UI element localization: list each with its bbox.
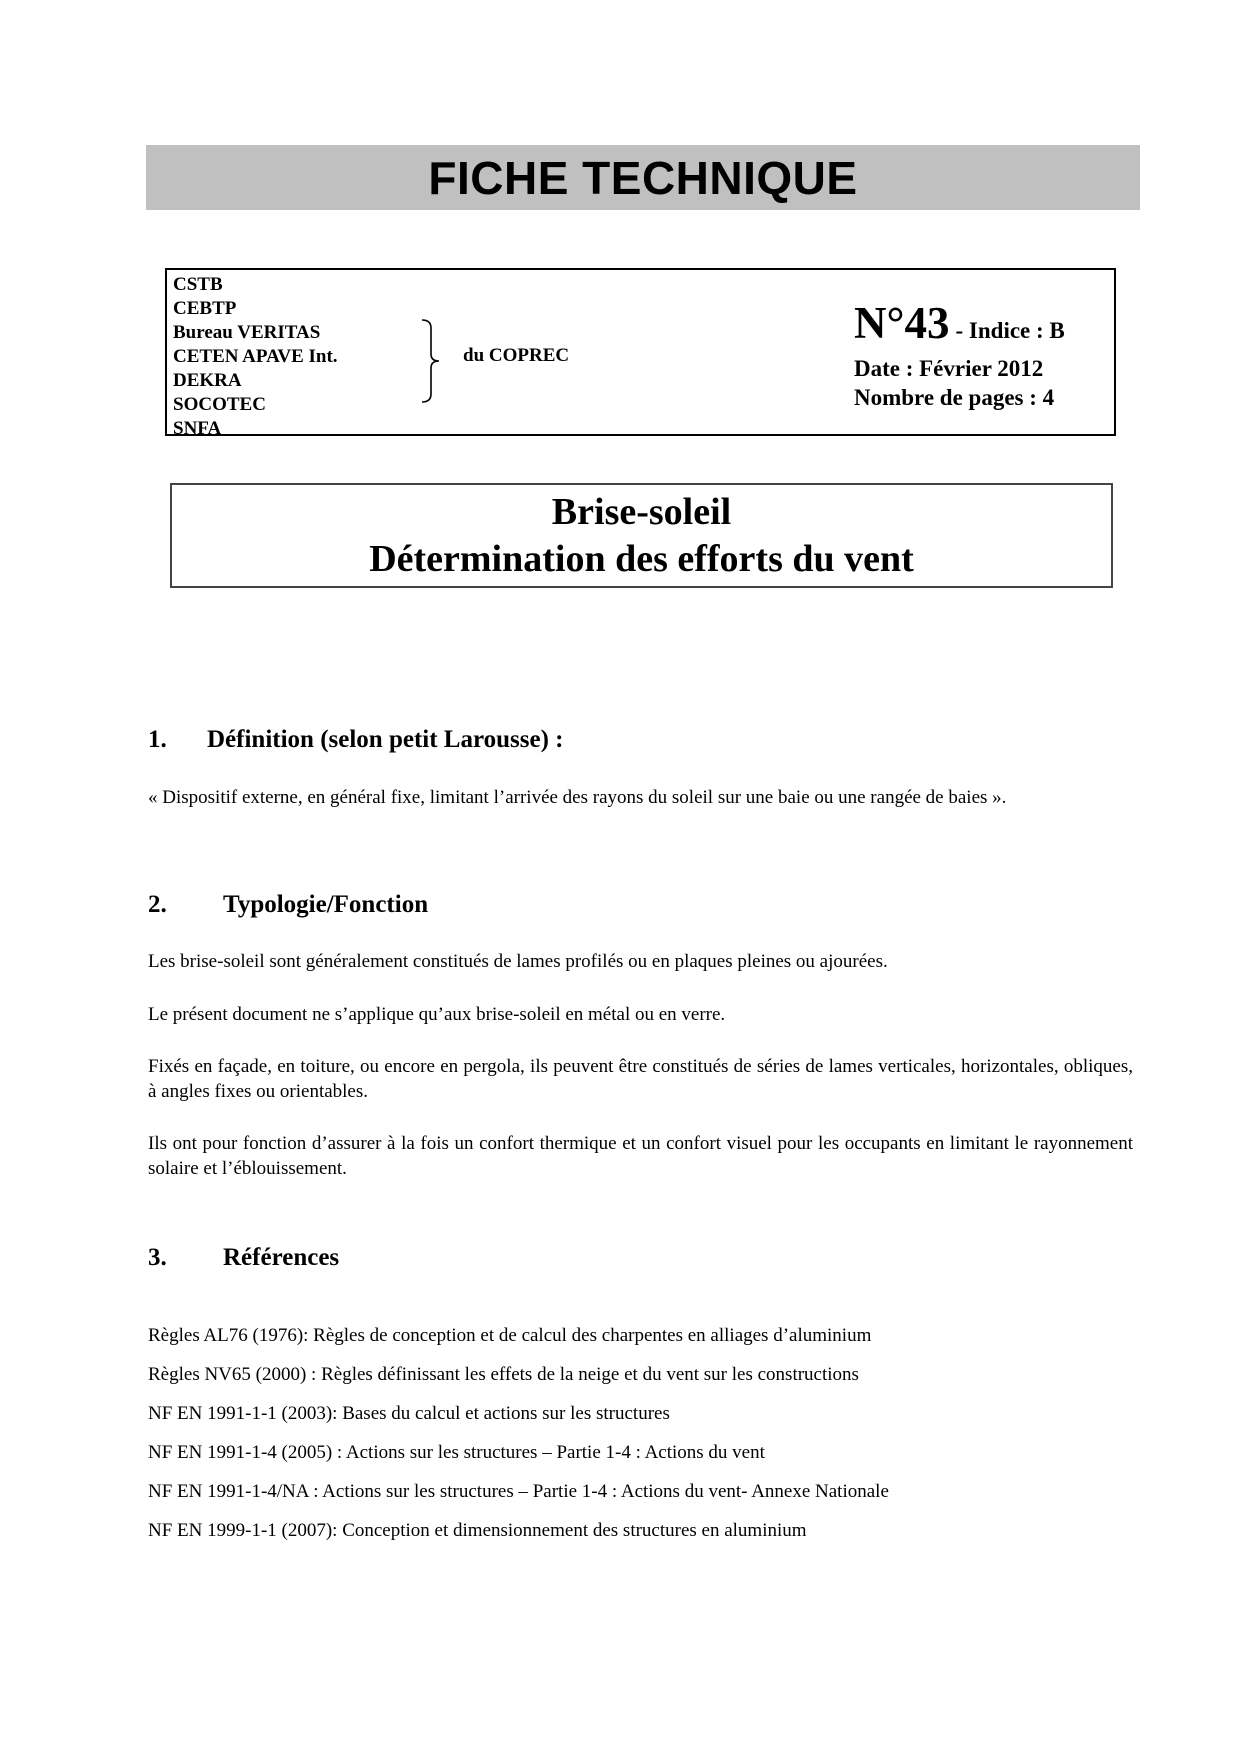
organization-item: Bureau VERITAS <box>173 322 321 343</box>
reference-item: NF EN 1999-1-1 (2007): Conception et dimensionnement des structures en aluminium <box>148 1520 807 1541</box>
document-indice: - Indice : B <box>955 318 1065 343</box>
reference-item: Règles NV65 (2000) : Règles définissant les effets de la neige et du vent sur les constructions <box>148 1364 859 1385</box>
document-meta <box>854 300 1065 412</box>
reference-list <box>148 1323 889 1557</box>
reference-item: NF EN 1991-1-4 (2005) : Actions sur les structures – Partie 1-4 : Actions du vent <box>148 1442 765 1463</box>
reference-item: Règles AL76 (1976): Règles de conception et de calcul des charpentes en alliages d’aluminium <box>148 1325 872 1346</box>
document-title-box <box>170 483 1113 588</box>
organization-item: CSTB <box>173 274 223 295</box>
section-title: Références <box>223 1244 340 1271</box>
organization-item: CETEN APAVE Int. <box>173 346 338 367</box>
organization-item: SNFA <box>173 418 222 439</box>
organization-item: SOCOTEC <box>173 394 266 415</box>
document-page-count: Nombre de pages : 4 <box>854 385 1055 410</box>
section-title: Définition (selon petit Larousse) : <box>207 726 564 753</box>
section-heading-definition <box>148 725 563 755</box>
reference-item: NF EN 1991-1-4/NA : Actions sur les structures – Partie 1-4 : Actions du vent- Annexe Nationale <box>148 1481 889 1502</box>
reference-item: NF EN 1991-1-1 (2003): Bases du calcul et actions sur les structures <box>148 1403 670 1424</box>
document-number: N°43 <box>854 298 950 348</box>
section-number: 3. <box>148 1244 167 1271</box>
typologie-paragraph: Fixés en façade, en toiture, ou encore en pergola, ils peuvent être constitués de séries de lames verticales, horizontales, obliques, à angles fixes ou orientables. <box>148 1056 1133 1102</box>
organization-item: CEBTP <box>173 298 237 319</box>
document-date: Date : Février 2012 <box>854 356 1044 381</box>
header-banner <box>146 145 1140 210</box>
organization-item: DEKRA <box>173 370 242 391</box>
section-heading-typologie <box>148 890 428 920</box>
organization-list <box>173 273 338 441</box>
right-brace-icon <box>419 318 449 404</box>
definition-paragraph: « Dispositif externe, en général fixe, limitant l’arrivée des rayons du soleil sur une baie ou une rangée de baies ». <box>148 787 1007 808</box>
section-number: 2. <box>148 891 167 918</box>
title-line-2: Détermination des efforts du vent <box>369 538 914 580</box>
typologie-paragraph: Les brise-soleil sont généralement constitués de lames profilés ou en plaques pleines ou ajourées. <box>148 951 888 972</box>
typologie-paragraph: Le présent document ne s’applique qu’aux brise-soleil en métal ou en verre. <box>148 1004 726 1025</box>
typologie-paragraph: Ils ont pour fonction d’assurer à la fois un confort thermique et un confort visuel pour les occupants en limitant le rayonnement solaire et l’éblouissement. <box>148 1133 1133 1179</box>
coprec-group-label: du COPREC <box>463 345 570 366</box>
document-type-title: FICHE TECHNIQUE <box>428 151 858 204</box>
section-title: Typologie/Fonction <box>223 891 429 918</box>
title-line-1: Brise-soleil <box>551 491 732 533</box>
section-heading-references <box>148 1243 339 1273</box>
section-number: 1. <box>148 726 167 753</box>
issuer-info-box <box>165 268 1116 439</box>
